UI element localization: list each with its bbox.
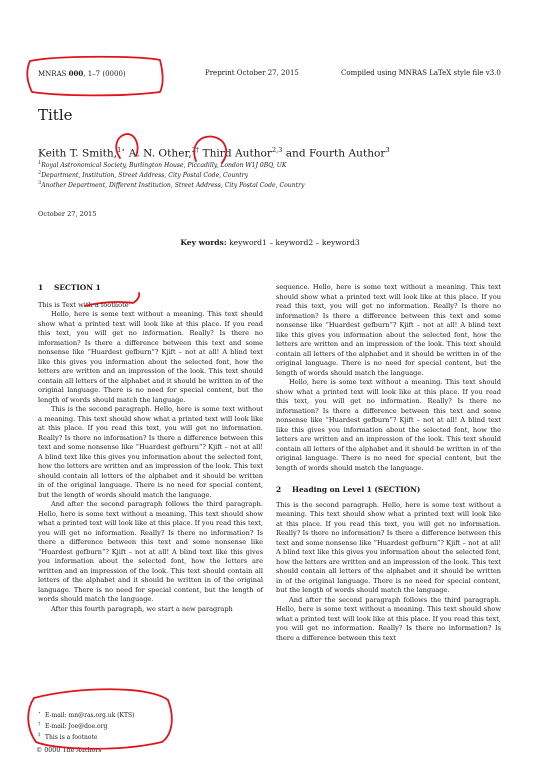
author-marker: 2†	[191, 146, 200, 154]
journal-pages: , 1–7 (0000)	[83, 70, 126, 78]
section-number: 2	[276, 485, 282, 494]
footnote-mark: †	[38, 722, 41, 727]
affiliation-number: 1	[38, 160, 42, 166]
paragraph: After this fourth paragraph, we start a new paragraph	[51, 604, 233, 613]
annotation-box-footnotes	[28, 689, 172, 749]
copyright: © 0000 The Authors	[36, 747, 102, 754]
annotation-strokes	[27, 57, 226, 749]
journal-volume: 000	[68, 69, 84, 78]
footnote-text: E-mail: mn@ras.org.uk (KTS)	[45, 712, 135, 719]
annotation-box-header	[27, 57, 162, 96]
compile-note: Compiled using MNRAS LaTeX style file v3.0	[341, 69, 501, 77]
footnote-text: E-mail: Joe@doe.org	[45, 723, 108, 730]
section-number: 1	[38, 283, 44, 292]
affiliation-number: 2	[38, 170, 42, 176]
author-name: Third Author	[202, 147, 272, 160]
paragraph: Hello, here is some text without a meaning. This text should show what a printed text will look like at this place. If you read this text, you will get no information. Really? Is there no information? Is there a difference between this text and some nonsense like “Huardest gefburn”? Kjift – not at all! A blind text like this gives you information about the selected font, how the letters are written and an impression of the look. This text should contain all letters of the alphabet and it should be written in of the original language. There is no need for special content, but the length of words should match the language.	[276, 378, 501, 472]
affiliation-text: Royal Astronomical Society, Burlington House, Piccadilly, London W1J 0BQ, UK	[41, 162, 287, 170]
journal-name: MNRAS	[38, 70, 67, 78]
keywords-label: Key words:	[180, 238, 227, 247]
section-title: Heading on Level 1 (SECTION)	[292, 485, 421, 494]
footnote-mark: ‡	[38, 733, 41, 738]
paragraph-text: This is Text with a footnote	[38, 300, 129, 309]
author-marker: 3	[385, 146, 390, 154]
paper-date: October 27, 2015	[38, 210, 97, 218]
author-marker: 1⋆	[117, 146, 126, 154]
footnote-text: This is a footnote	[45, 734, 98, 741]
paragraph: This is the second paragraph. Hello, here is some text without a meaning. This text should show what a printed text will look like at this place. If you read this text, you will get no information. Really? Is there no information? Is there a difference between this text and some nonsense like “Huardest gefburn”? Kjift – not at all! A blind text like this gives you information about the selected font, how the letters are written and an impression of the look. This text should contain all letters of the alphabet and it should be written in of the original language. There is no need for special content, but the length of words should match the language.	[38, 405, 263, 499]
keywords-text: keyword1 – keyword2 – keyword3	[229, 238, 360, 247]
paragraph: And after the second paragraph follows the third paragraph. Hello, here is some text without a meaning. This text should show what a printed text will look like at this place. If you read this text, you will get no information. Really? Is there no information? Is there a difference between this text	[276, 595, 501, 642]
annotation-circle-marker-1	[116, 134, 137, 158]
affiliation-text: Department, Institution, Street Address, City Postal Code, Country	[41, 172, 249, 180]
section-title: SECTION 1	[54, 283, 101, 292]
paragraph: sequence. Hello, here is some text without a meaning. This text should show what a printed text will look like at this place. If you read this text, you will get no information. Really? Is there no information? Is there a difference between this text and some nonsense like “Huardest gefburn”? Kjift – not at all! A blind text like this gives you information about the selected font, how the letters are written and an impression of the look. This text should contain all letters of the alphabet and it should be written in of the original language. There is no need for special content, but the length of words should match the language.	[276, 283, 501, 377]
affiliation-text: Another Department, Different Institution, Street Address, City Postal Code, Country	[41, 182, 305, 190]
footnote-marker: ‡	[128, 300, 131, 306]
affiliation-number: 3	[38, 180, 42, 186]
paragraph: This is the second paragraph. Hello, here is some text without a meaning. This text should show what a printed text will look like at this place. If you read this text, you will get no information. Really? Is there no information? Is there a difference between this text and some nonsense like “Huardest gefburn”? Kjift – not at all! A blind text like this gives you information about the selected font, how the letters are written and an impression of the look. This text should contain all letters of the alphabet and it should be written in of the original language. There is no need for special content, but the length of words should match the language.	[276, 500, 501, 594]
author-name: A. N. Other,	[128, 147, 192, 160]
author-name: and Fourth Author	[285, 147, 386, 160]
annotation-underline-footnote	[85, 293, 139, 306]
footnote-mark: ⋆	[38, 711, 41, 716]
paper-title: Title	[38, 106, 73, 124]
paragraph: And after the second paragraph follows the third paragraph. Hello, here is some text without a meaning. This text should show what a printed text will look like at this place. If you read this text, you will get no information. Really? Is there no information? Is there a difference between this text and some nonsense like “Huardest gefburn”? Kjift – not at all! A blind text like this gives you information about the selected font, how the letters are written and an impression of the look. This text should contain all letters of the alphabet and it should be written in of the original language. There is no need for special content, but the length of words should match the language.	[38, 500, 263, 604]
author-name: Keith T. Smith,	[38, 147, 118, 160]
annotation-circle-marker-2	[191, 137, 226, 163]
author-marker: 2,3	[272, 146, 283, 154]
paragraph: Hello, here is some text without a meaning. This text should show what a printed text will look like at this place. If you read this text, you will get no information. Really? Is there no information? Is there a difference between this text and some nonsense like “Huardest gefburn”? Kjift – not at all! A blind text like this gives you information about the selected font, how the letters are written and an impression of the look. This text should contain all letters of the alphabet and it should be written in of the original language. There is no need for special content, but the length of words should match the language.	[38, 310, 263, 404]
preprint-date: Preprint October 27, 2015	[205, 69, 299, 77]
